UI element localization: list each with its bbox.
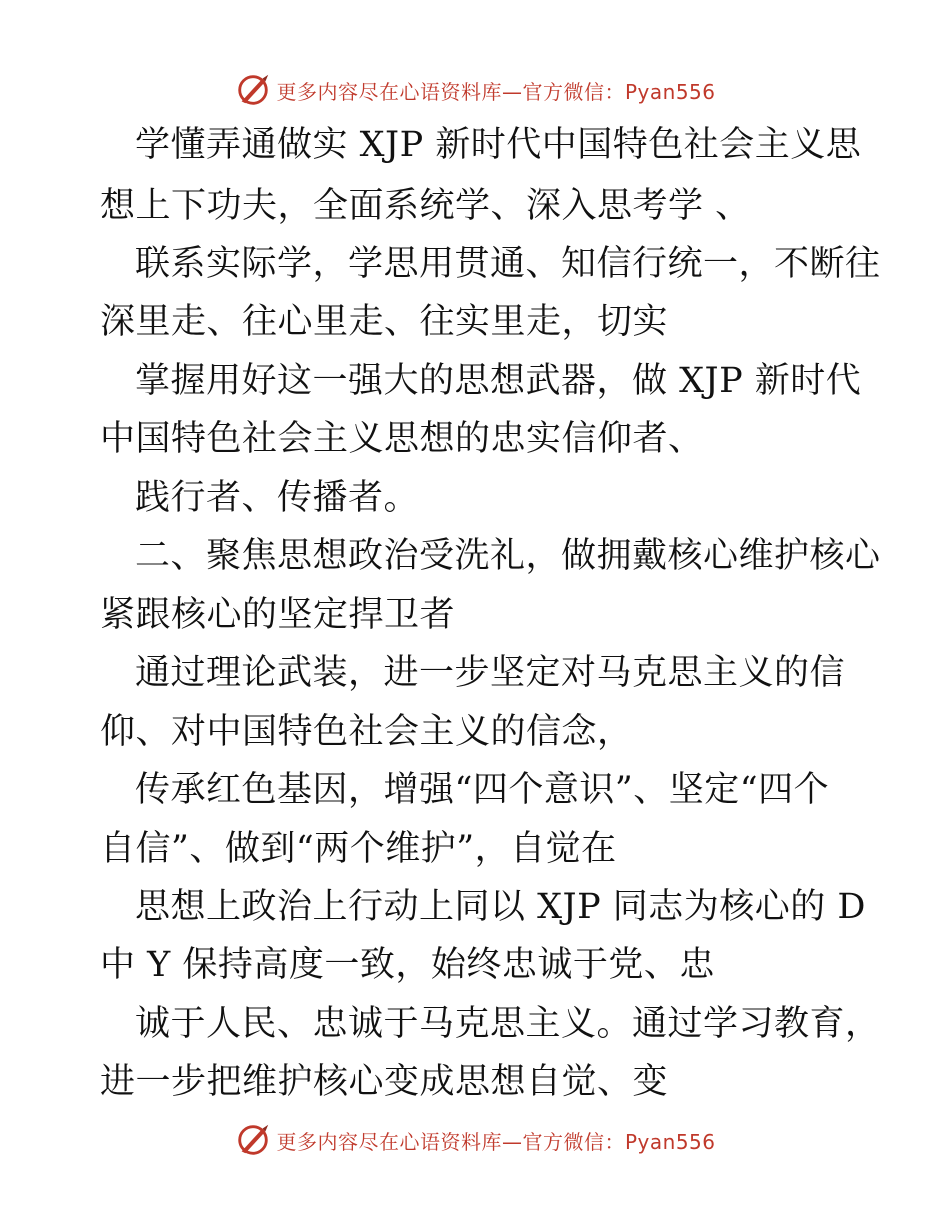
watermark-text: 更多内容尽在心语资料库—官方微信：Pyan556 bbox=[276, 79, 716, 104]
quill-logo-icon bbox=[234, 71, 272, 109]
text-line: 思想上政治上行动上同以 XJP 同志为核心的 D bbox=[135, 887, 866, 927]
footer-watermark bbox=[0, 1120, 950, 1160]
text-line: 想上下功夫，全面系统学、深入思考学 、 bbox=[100, 186, 751, 226]
text-line: 中国特色社会主义思想的忠实信仰者、 bbox=[100, 419, 704, 459]
text-line: 学懂弄通做实 XJP 新时代中国特色社会主义思 bbox=[135, 125, 862, 165]
text-line: 仰、对中国特色社会主义的信念， bbox=[100, 712, 633, 752]
text-line: 联系实际学，学思用贯通、知信行统一，不断往 bbox=[135, 244, 881, 284]
text-line: 深里走、往心里走、往实里走，切实 bbox=[100, 302, 669, 342]
text-line: 二、聚焦思想政治受洗礼，做拥戴核心维护核心 bbox=[135, 536, 881, 576]
quill-logo-icon bbox=[234, 1121, 272, 1159]
text-line: 诚于人民、忠诚于马克思主义。通过学习教育， bbox=[135, 1004, 881, 1044]
text-line: 掌握用好这一强大的思想武器，做 XJP 新时代 bbox=[135, 361, 862, 401]
header-watermark bbox=[0, 70, 950, 110]
text-line: 进一步把维护核心变成思想自觉、变 bbox=[100, 1062, 669, 1102]
text-line: 传承红色基因，增强“四个意识”、坚定“四个 bbox=[135, 770, 830, 810]
text-line: 通过理论武装，进一步坚定对马克思主义的信 bbox=[135, 653, 846, 693]
text-line: 紧跟核心的坚定捍卫者 bbox=[100, 595, 456, 635]
watermark-text: 更多内容尽在心语资料库—官方微信：Pyan556 bbox=[276, 1129, 716, 1154]
text-line: 自信”、做到“两个维护”，自觉在 bbox=[100, 829, 617, 869]
text-line: 践行者、传播者。 bbox=[135, 478, 420, 518]
text-line: 中 Y 保持高度一致，始终忠诚于党、忠 bbox=[100, 945, 715, 985]
